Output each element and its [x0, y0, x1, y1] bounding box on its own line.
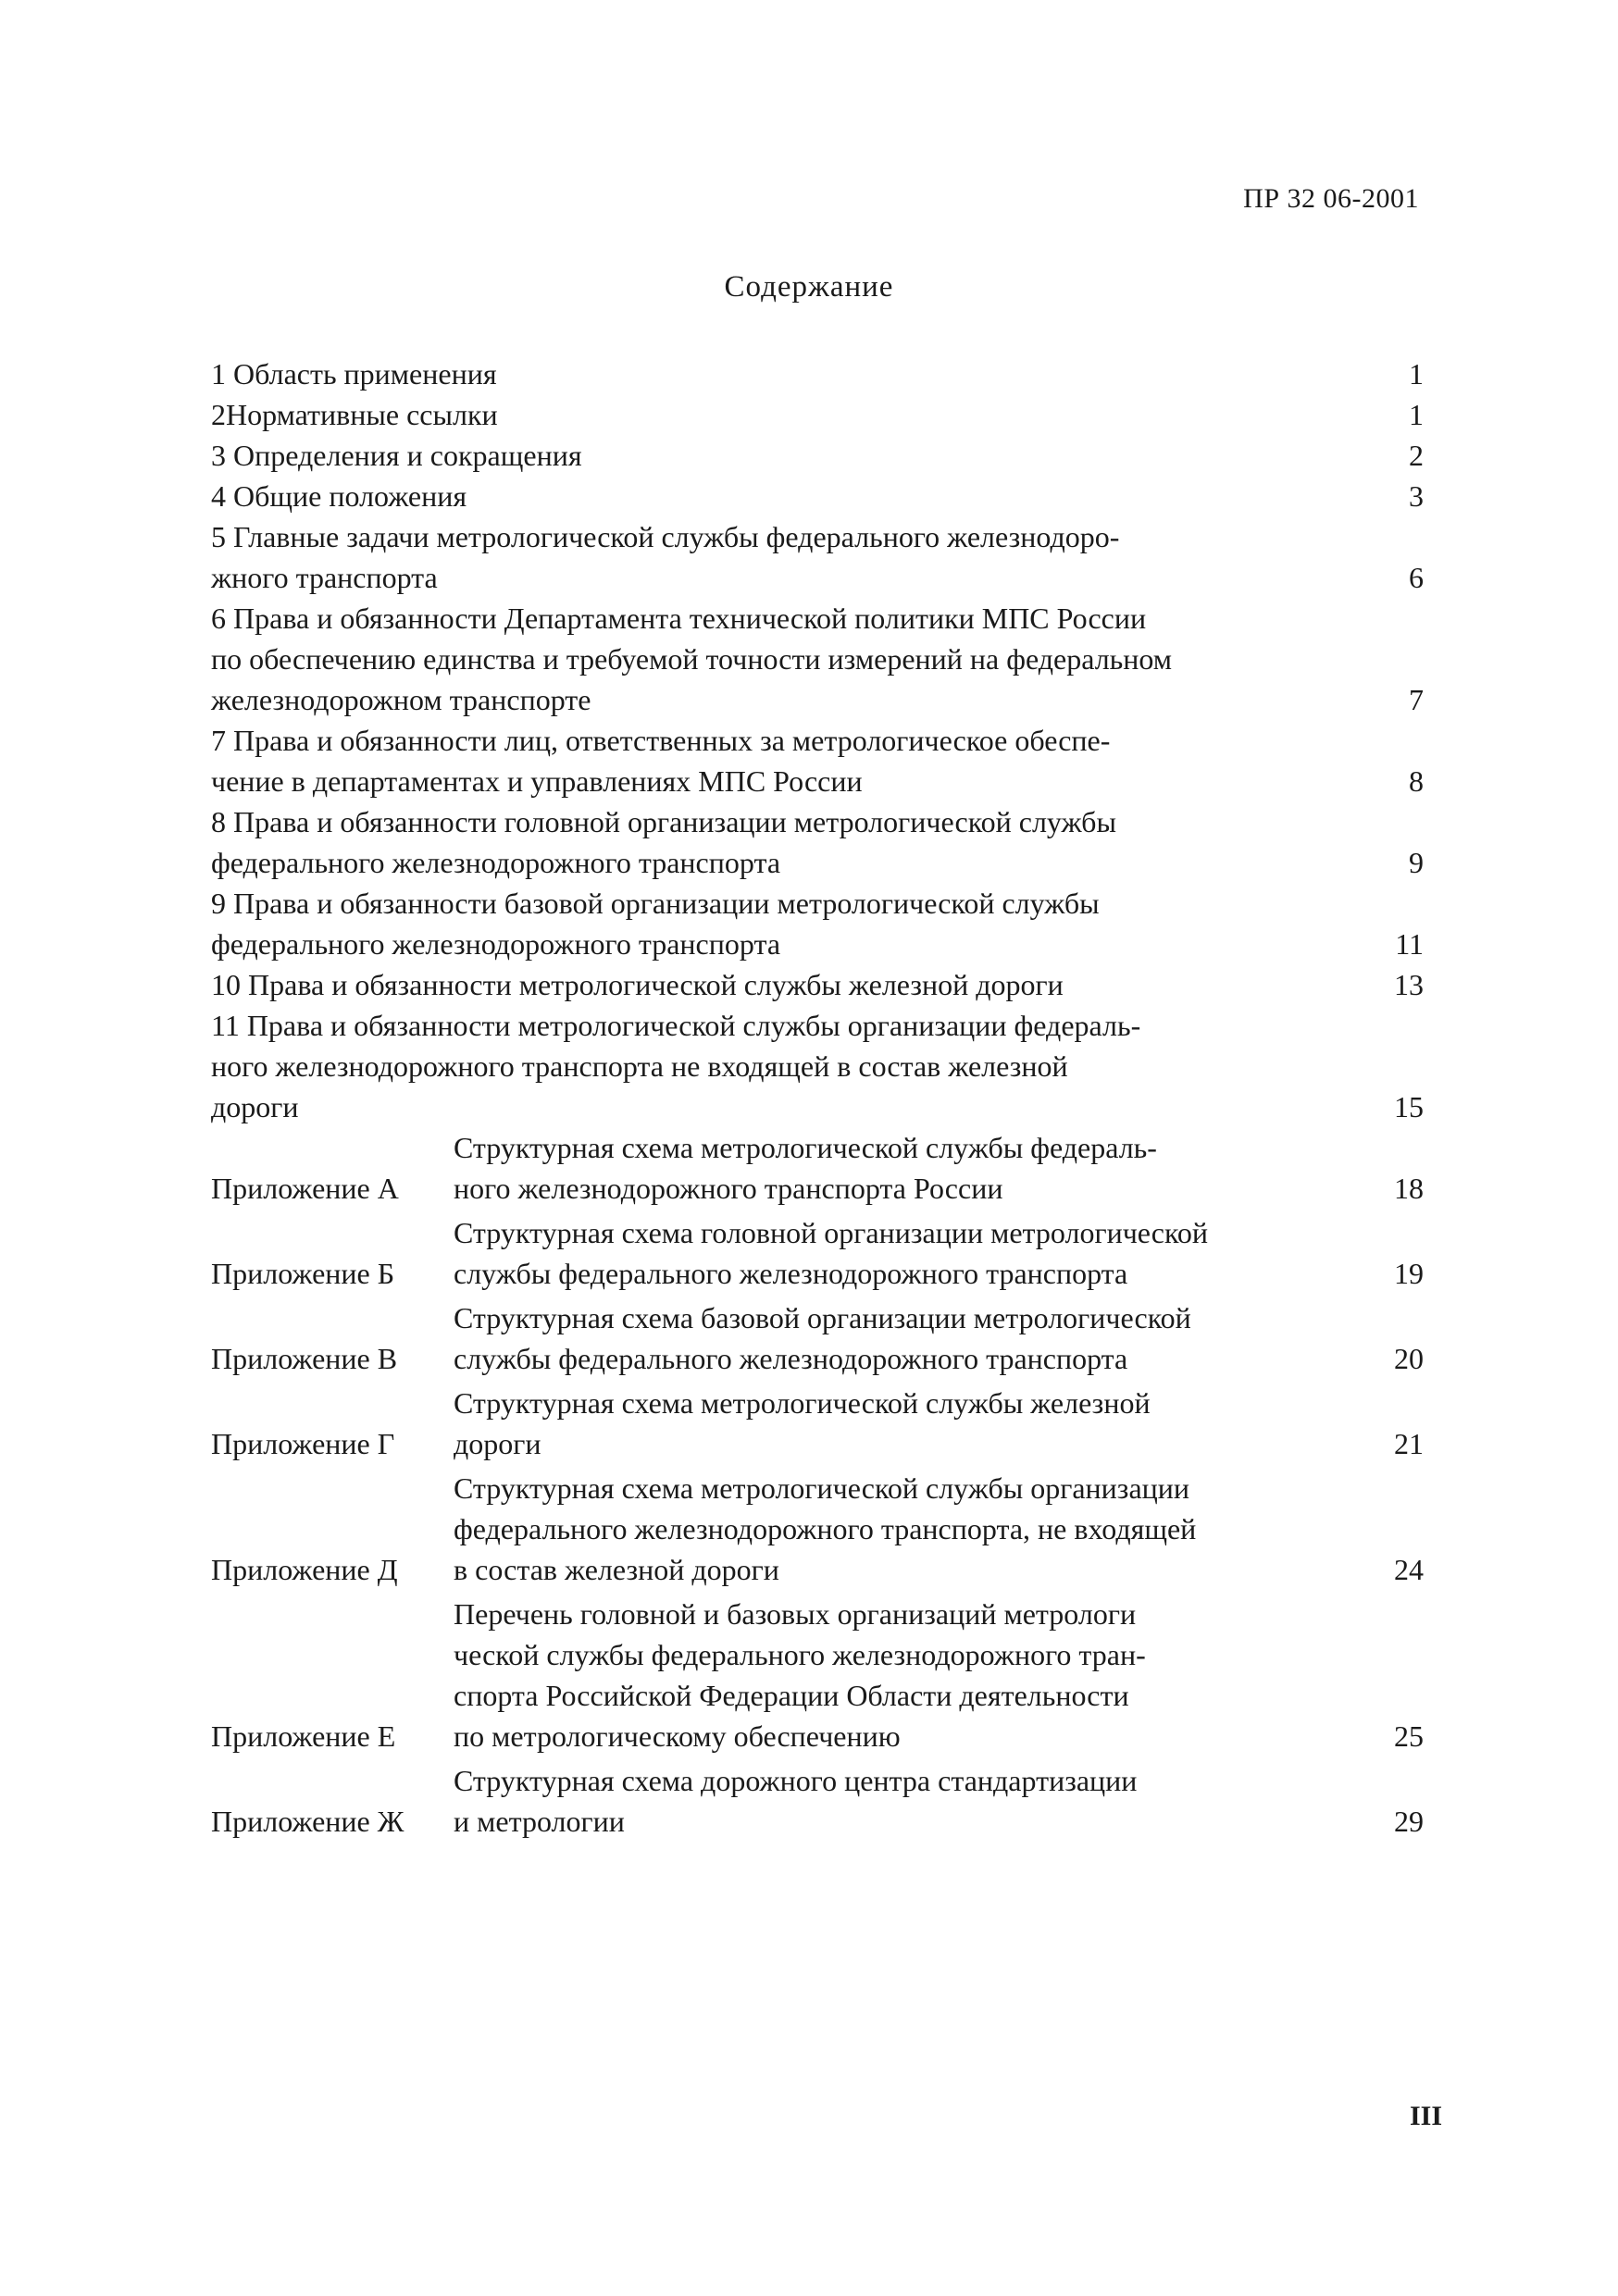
toc-entry-page: 3 [1409, 479, 1424, 513]
toc-entry-page: 11 [1395, 927, 1424, 961]
table-of-contents [211, 354, 1424, 1845]
toc-entry-page: 7 [1409, 683, 1424, 716]
toc-entry-title: 2Нормативные ссылки [211, 398, 498, 431]
appendix-label: Приложение Д [211, 1553, 398, 1586]
appendix-title: Структурная схема метрологической службы федераль- ного железнодорожного транспорта России [454, 1131, 1157, 1205]
toc-appendix-entry [211, 1212, 1424, 1294]
appendix-page: 29 [1394, 1805, 1424, 1838]
appendix-page: 25 [1394, 1719, 1424, 1753]
toc-appendices [211, 1127, 1424, 1842]
toc-sections [211, 354, 1424, 1127]
appendix-label: Приложение Е [211, 1719, 396, 1753]
toc-entry-page: 2 [1409, 439, 1424, 472]
appendix-title: Структурная схема базовой организации метрологической службы федерального железнодорожного транспорта [454, 1301, 1191, 1375]
toc-entry-page: 1 [1409, 357, 1424, 391]
toc-entry-page: 6 [1409, 561, 1424, 594]
toc-entry-page: 15 [1394, 1090, 1424, 1123]
toc-appendix-entry [211, 1383, 1424, 1464]
toc-entry [211, 883, 1424, 964]
appendix-page: 18 [1394, 1172, 1424, 1205]
toc-entry [211, 354, 1424, 394]
toc-entry [211, 598, 1424, 720]
appendix-page: 19 [1394, 1257, 1424, 1290]
toc-entry-title: 4 Общие положения [211, 479, 467, 513]
toc-entry-page: 9 [1409, 846, 1424, 879]
appendix-label: Приложение Г [211, 1427, 395, 1460]
toc-entry [211, 476, 1424, 516]
toc-entry-title: 5 Главные задачи метрологической службы федерального железнодоро- жного транспорта [211, 520, 1120, 594]
toc-entry-title: 8 Права и обязанности головной организации метрологической службы федерального железнодорожного транспорта [211, 805, 1116, 879]
toc-appendix-entry [211, 1594, 1424, 1756]
toc-entry-page: 13 [1394, 968, 1424, 1001]
toc-entry [211, 516, 1424, 598]
toc-entry [211, 720, 1424, 801]
toc-entry [211, 964, 1424, 1005]
toc-entry-title: 7 Права и обязанности лиц, ответственных за метрологическое обеспе- чение в департаментах и управлениях МПС России [211, 724, 1111, 798]
toc-entry-title: 6 Права и обязанности Департамента технической политики МПС России по обеспечению единства и требуемой точности измерений на федеральном железнодорожном транспорте [211, 602, 1173, 716]
toc-entry [211, 435, 1424, 476]
document-code: ПР 32 06-2001 [1243, 183, 1419, 214]
appendix-label: Приложение Б [211, 1257, 395, 1290]
appendix-page: 20 [1394, 1342, 1424, 1375]
appendix-page: 21 [1394, 1427, 1424, 1460]
toc-appendix-entry [211, 1297, 1424, 1379]
toc-entry [211, 1005, 1424, 1127]
toc-entry-title: 11 Права и обязанности метрологической службы организации федераль- ного железнодорожного транспорта не входящей в состав железной дороги [211, 1009, 1141, 1123]
toc-appendix-entry [211, 1760, 1424, 1842]
appendix-label: Приложение В [211, 1342, 398, 1375]
appendix-label: Приложение А [211, 1172, 399, 1205]
toc-entry-page: 8 [1409, 764, 1424, 798]
toc-title: Содержание [724, 270, 894, 304]
appendix-page: 24 [1394, 1553, 1424, 1586]
toc-entry-title: 1 Область применения [211, 357, 497, 391]
toc-entry-title: 9 Права и обязанности базовой организации метрологической службы федерального железнодорожного транспорта [211, 887, 1100, 961]
appendix-label: Приложение Ж [211, 1805, 404, 1838]
toc-entry-page: 1 [1409, 398, 1424, 431]
appendix-title: Структурная схема головной организации метрологической службы федерального железнодорожного транспорта [454, 1216, 1209, 1290]
appendix-title: Перечень головной и базовых организаций метрологи ческой службы федерального железнодорожного тран- спорта Российской Федерации Области деятельности по метрологическому обеспечению [454, 1597, 1146, 1753]
toc-appendix-entry [211, 1468, 1424, 1590]
toc-entry-title: 10 Права и обязанности метрологической службы железной дороги [211, 968, 1064, 1001]
toc-entry [211, 801, 1424, 883]
appendix-title: Структурная схема метрологической службы организации федерального железнодорожного транспорта, не входящей в состав железной дороги [454, 1471, 1197, 1586]
appendix-title: Структурная схема метрологической службы железной дороги [454, 1386, 1151, 1460]
appendix-title: Структурная схема дорожного центра стандартизации и метрологии [454, 1764, 1138, 1838]
toc-entry-title: 3 Определения и сокращения [211, 439, 582, 472]
toc-appendix-entry [211, 1127, 1424, 1209]
page-number: III [1409, 2101, 1442, 2131]
toc-entry [211, 394, 1424, 435]
